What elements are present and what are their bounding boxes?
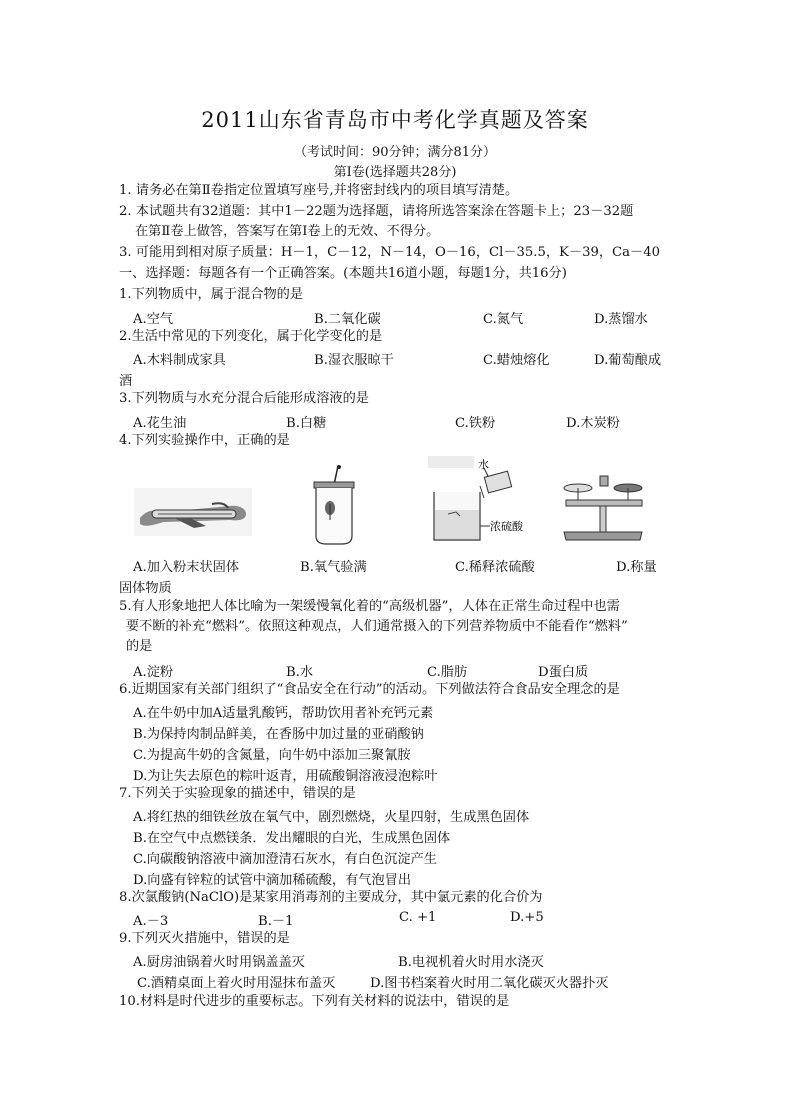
q2-option-b: B.湿衣服晾干: [314, 353, 394, 368]
q8-option-a: A.－3: [133, 914, 169, 929]
q2-option-d: D.葡萄酿成: [594, 353, 662, 368]
exam-info: （考试时间：90分钟；满分81分）: [293, 145, 497, 160]
q3-option-c: C.铁粉: [455, 416, 496, 431]
q9-option-b: B.电视机着火时用水浇灭: [398, 955, 544, 970]
q9-option-d: D.图书档案着火时用二氧化碳灭火器扑灭: [370, 976, 609, 991]
q5-stem-1: 5.有人形象地把人体比喻为一架缓慢氧化着的“高级机器”，人体在正常生命过程中也需: [119, 599, 620, 614]
q4-stem: 4.下列实验操作中，正确的是: [119, 433, 290, 448]
q7-option-b: B.在空气中点燃镁条．发出耀眼的白光，生成黑色固体: [133, 831, 451, 846]
q7-option-a: A.将红热的细铁丝放在氧气中，剧烈燃烧，火星四射，生成黑色固体: [133, 810, 530, 825]
q5-option-b: B.水: [286, 665, 314, 680]
q6-option-b: B.为保持肉制品鲜美，在香肠中加过量的亚硝酸钠: [133, 727, 424, 742]
q8-option-d: D.+5: [510, 910, 544, 925]
note-1: 1. 请务必在第Ⅱ卷指定位置填写座号,并将密封线内的项目填写清楚。: [119, 183, 519, 198]
q1-option-a: A.空气: [133, 312, 174, 327]
q1-option-b: B.二氧化碳: [314, 312, 381, 327]
q9-option-a: A.厨房油锅着火时用锅盖盖灭: [133, 955, 305, 970]
volume-heading: 第Ⅰ卷(选择题共28分): [333, 165, 457, 180]
q5-option-d: D蛋白质: [538, 665, 589, 680]
q4-option-d-cont: 固体物质: [119, 581, 172, 596]
q5-option-a: A.淀粉: [133, 665, 174, 680]
q3-option-a: A.花生油: [133, 416, 187, 431]
note-2-cont: 在第Ⅱ卷上做答，答案写在第Ⅰ卷上的无效、不得分。: [135, 224, 440, 239]
figure-balance: [560, 474, 646, 546]
q8-stem: 8.次氯酸钠(NaClO)是某家用消毒剂的主要成分，其中氯元素的化合价为: [119, 890, 543, 905]
q4-option-b: B.氧气验满: [300, 560, 367, 575]
q2-stem: 2.生活中常见的下列变化，属于化学变化的是: [119, 329, 383, 344]
q6-option-d: D.为让失去原色的粽叶返青，用硫酸铜溶液浸泡粽叶: [133, 769, 438, 784]
q5-option-c: C.脂肪: [427, 665, 468, 680]
q4-option-d: D.称量: [616, 560, 657, 575]
q7-option-c: C.向碳酸钠溶液中滴加澄清石灰水，有白色沉淀产生: [133, 852, 437, 867]
q8-option-c: C. +1: [399, 910, 437, 925]
q2-option-c: C.蜡烛熔化: [483, 353, 550, 368]
q4-option-a: A.加入粉末状固体: [133, 560, 240, 575]
q3-option-b: B.白糖: [286, 416, 327, 431]
figure-add-powder: [134, 488, 252, 536]
figure-water-label: 水: [478, 458, 489, 471]
q2-option-a: A.木料制成家具: [133, 353, 226, 368]
q3-stem: 3.下列物质与水充分混合后能形成溶液的是: [119, 391, 369, 406]
figure-acid-label: 浓硫酸: [490, 520, 523, 533]
figure-oxygen-test: [308, 464, 360, 546]
note-2: 2. 本试题共有32道题：其中1－22题为选择题，请将所选答案涂在答题卡上；23－32题: [119, 204, 634, 219]
q6-option-a: A.在牛奶中加A适量乳酸钙，帮助饮用者补充钙元素: [133, 706, 434, 721]
q5-stem-3: 的是: [126, 639, 153, 654]
q4-option-c: C.稀释浓硫酸: [455, 560, 535, 575]
figure-dilute-acid: [428, 454, 554, 546]
q7-stem: 7.下列关于实验现象的描述中，错误的是: [119, 786, 356, 801]
q3-option-d: D.木炭粉: [566, 416, 620, 431]
q7-option-d: D.向盛有锌粒的试管中滴加稀硫酸，有气泡冒出: [133, 873, 412, 888]
q1-option-c: C.氮气: [483, 312, 524, 327]
q9-option-c: C.酒精桌面上着火时用湿抹布盖灭: [137, 976, 336, 991]
q1-option-d: D.蒸馏水: [594, 312, 648, 327]
q6-stem: 6.近期国家有关部门组织了“食品安全在行动”的活动。下列做法符合食品安全理念的是: [119, 682, 620, 697]
q6-option-c: C.为提高牛奶的含氮量，向牛奶中添加三聚氰胺: [133, 748, 411, 763]
page-title: 2011山东省青岛市中考化学真题及答案: [201, 108, 589, 132]
q8-option-b: B.－1: [258, 914, 294, 929]
q5-stem-2: 要不断的补充“燃料”。依照这种观点，人们通常摄入的下列营养物质中不能看作“燃料”: [126, 619, 628, 634]
q10-stem: 10.材料是时代进步的重要标志。下列有关材料的说法中，错误的是: [119, 994, 510, 1009]
q2-option-d-cont: 酒: [119, 374, 133, 389]
section-heading: 一、选择题：每题各有一个正确答案。(本题共16道小题，每题1分，共16分): [119, 266, 567, 281]
note-3: 3. 可能用到相对原子质量：H－1，C－12，N－14，O－16，Cl－35.5，K－39，Ca－40: [119, 245, 660, 260]
q1-stem: 1.下列物质中，属于混合物的是: [119, 287, 304, 302]
q9-stem: 9.下列灭火措施中，错误的是: [119, 931, 290, 946]
